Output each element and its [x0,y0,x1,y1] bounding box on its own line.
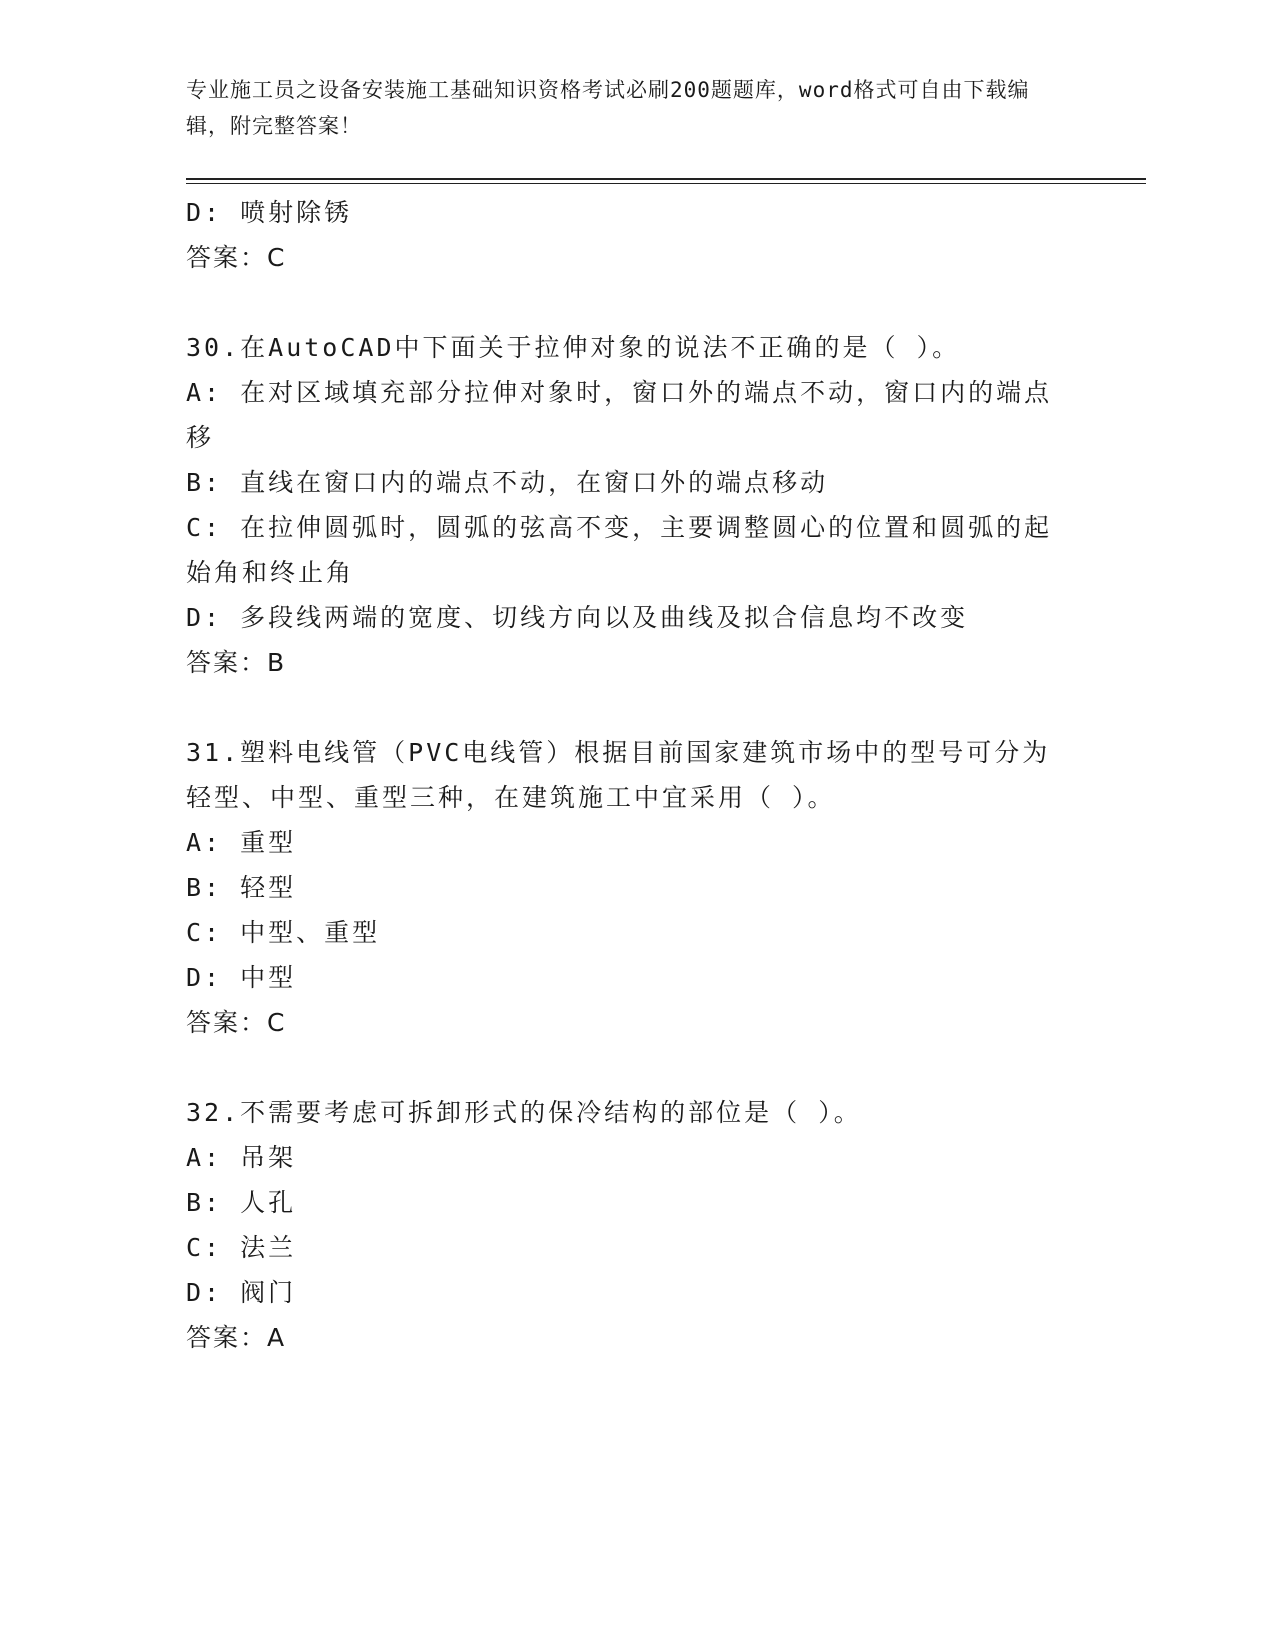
option-d: D: 喷射除锈 [186,198,353,227]
answer: 答案：C [186,1008,287,1037]
option-c: C: 法兰 [186,1233,297,1262]
option-a: A: 吊架 [186,1143,297,1172]
answer: 答案：B [186,648,287,677]
question-30 [186,325,1076,685]
option-b: B: 人孔 [186,1188,297,1217]
answer: 答案：A [186,1323,287,1352]
question-content [186,190,1076,1360]
document-title: 专业施工员之设备安装施工基础知识资格考试必刷200题题库，word格式可自由下载编辑，附完整答案！ [186,78,1030,138]
previous-question-tail [186,190,1076,280]
option-a: A: 在对区域填充部分拉伸对象时，窗口外的端点不动，窗口内的端点移 [186,378,1053,452]
question-31 [186,730,1076,1045]
question-stem: 31.塑料电线管（PVC电线管）根据目前国家建筑市场中的型号可分为轻型、中型、重型三种，在建筑施工中宜采用（ ）。 [186,738,1051,812]
option-d: D: 阀门 [186,1278,297,1307]
option-d: D: 多段线两端的宽度、切线方向以及曲线及拟合信息均不改变 [186,603,969,632]
header-divider-thin [186,183,1146,184]
answer: 答案：C [186,243,287,272]
option-b: B: 直线在窗口内的端点不动，在窗口外的端点移动 [186,468,829,497]
option-b: B: 轻型 [186,873,297,902]
header-divider-thick [186,178,1146,180]
option-c: C: 在拉伸圆弧时，圆弧的弦高不变，主要调整圆心的位置和圆弧的起始角和终止角 [186,513,1053,587]
option-d: D: 中型 [186,963,297,992]
question-32 [186,1090,1076,1360]
option-c: C: 中型、重型 [186,918,381,947]
question-stem: 32.不需要考虑可拆卸形式的保冷结构的部位是（ ）。 [186,1098,862,1127]
document-header [186,72,1066,144]
option-a: A: 重型 [186,828,297,857]
question-stem: 30.在AutoCAD中下面关于拉伸对象的说法不正确的是（ ）。 [186,333,961,362]
